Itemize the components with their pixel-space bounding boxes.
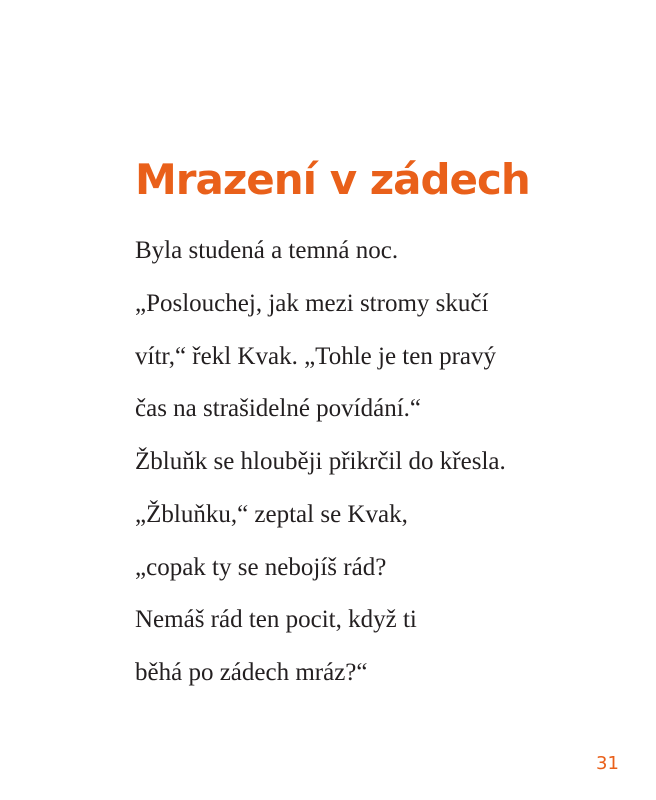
story-line: Byla studená a temná noc. [135, 237, 399, 264]
story-line: Žbluňk se hlouběji přikrčil do křesla. [135, 448, 506, 475]
story-line: „copak ty se nebojíš rád? [135, 553, 387, 581]
story-line: vítr,“ řekl Kvak. „Tohle je ten pravý [135, 342, 496, 370]
story-line: „Žbluňku,“ zeptal se Kvak, [135, 500, 408, 528]
story-line: běhá po zádech mráz?“ [135, 659, 368, 686]
page-number: 31 [596, 753, 619, 774]
story-text [135, 231, 615, 706]
story-line: čas na strašidelné povídání.“ [135, 395, 422, 423]
story-line: Nemáš rád ten pocit, když ti [135, 606, 417, 634]
story-line: „Poslouchej, jak mezi stromy skučí [135, 289, 489, 317]
chapter-title: Mrazení v zádech [135, 155, 530, 204]
